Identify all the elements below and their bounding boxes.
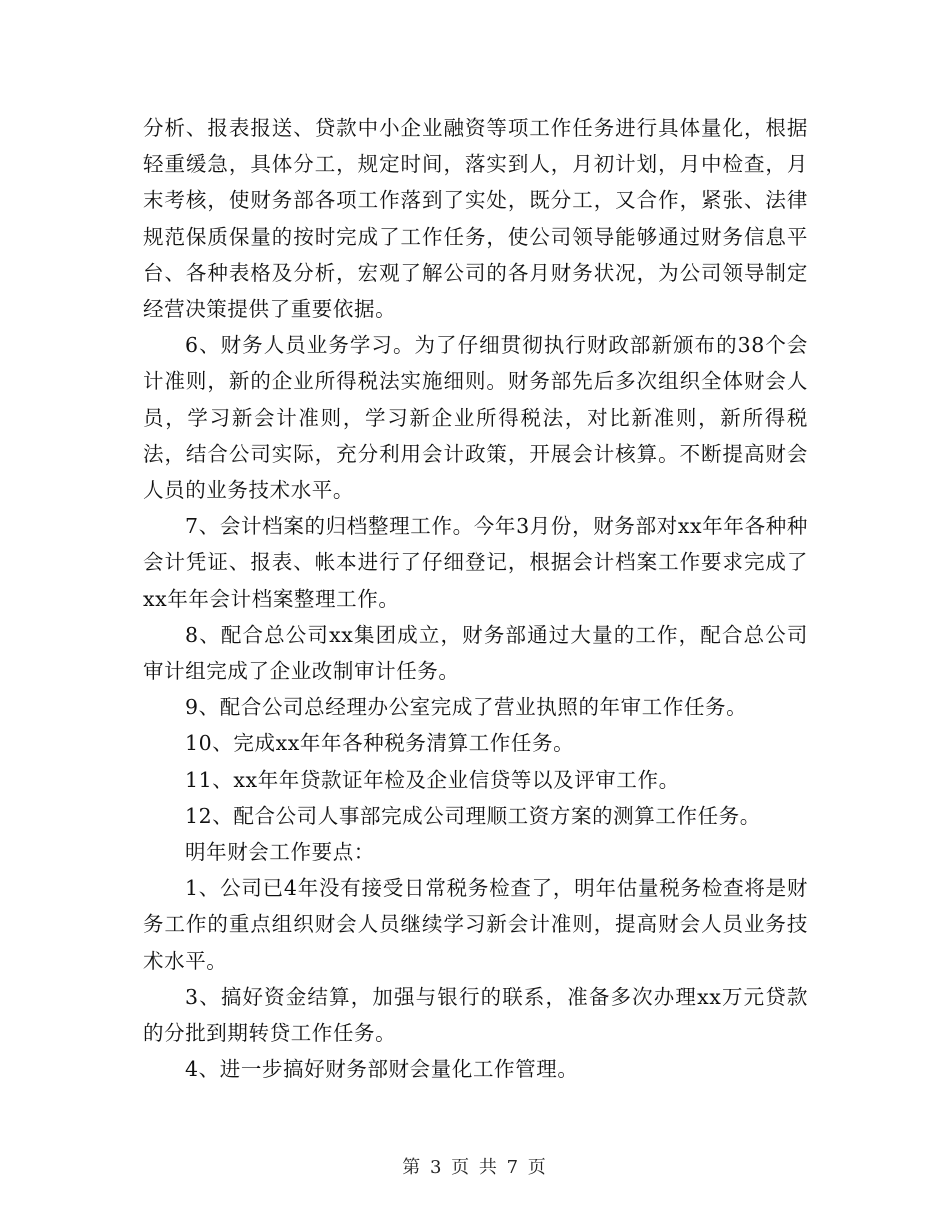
paragraph-item-8: 8、配合总公司xx集团成立，财务部通过大量的工作，配合总公司审计组完成了企业改制审计任务。 xyxy=(143,622,808,684)
paragraph-item-7: 7、会计档案的归档整理工作。今年3月份，财务部对xx年年各种种会计凭证、报表、帐本进行了仔细登记，根据会计档案工作要求完成了xx年年会计档案整理工作。 xyxy=(143,514,808,611)
paragraph-plan-3: 3、搞好资金结算，加强与银行的联系，准备多次办理xx万元贷款的分批到期转贷工作任务。 xyxy=(143,984,808,1046)
document-body xyxy=(143,110,808,1087)
paragraph-item-9: 9、配合公司总经理办公室完成了营业执照的年审工作任务。 xyxy=(185,695,748,720)
paragraph-item-11: 11、xx年年贷款证年检及企业信贷等以及评审工作。 xyxy=(185,767,680,792)
paragraph-item-12: 12、配合公司人事部完成公司理顺工资方案的测算工作任务。 xyxy=(185,803,761,828)
paragraph-plan-4: 4、进一步搞好财务部财会量化工作管理。 xyxy=(185,1057,579,1082)
next-year-heading: 明年财会工作要点： xyxy=(185,840,375,865)
paragraph-item-6: 6、财务人员业务学习。为了仔细贯彻执行财政部新颁布的38个会计准则，新的企业所得税法实施细则。财务部先后多次组织全体财会人员，学习新会计准则，学习新企业所得税法，对比新准则，新所得税法，结合公司实际，充分利用会计政策，开展会计核算。不断提高财会人员的业务技术水平。 xyxy=(143,333,808,503)
paragraph-plan-1: 1、公司已4年没有接受日常税务检查了，明年估量税务检查将是财务工作的重点组织财会人员继续学习新会计准则，提高财会人员业务技术水平。 xyxy=(143,876,808,973)
paragraph-continued-analysis: 分析、报表报送、贷款中小企业融资等项工作任务进行具体量化，根据轻重缓急，具体分工，规定时间，落实到人，月初计划，月中检查，月末考核，使财务部各项工作落到了实处，既分工，又合作，紧张、法律规范保质保量的按时完成了工作任务，使公司领导能够通过财务信息平台、各种表格及分析，宏观了解公司的各月财务状况，为公司领导制定经营决策提供了重要依据。 xyxy=(143,116,808,322)
page-footer: 第 3 页 共 7 页 xyxy=(402,1157,548,1178)
paragraph-item-10: 10、完成xx年年各种税务清算工作任务。 xyxy=(185,731,575,756)
